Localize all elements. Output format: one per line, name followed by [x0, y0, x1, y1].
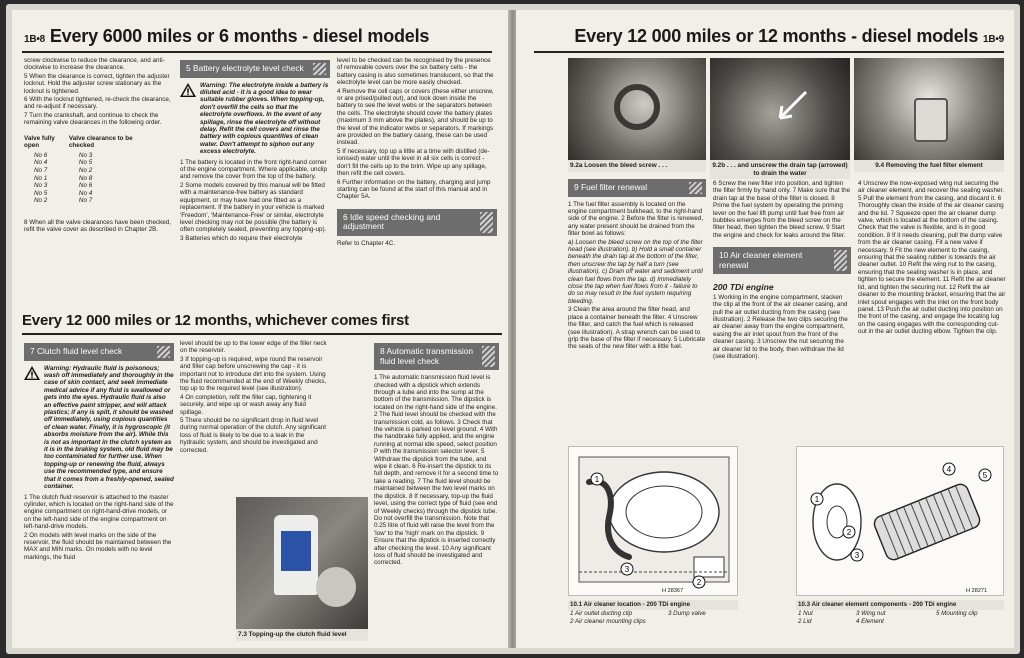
callout-2: 2: [846, 528, 852, 537]
tdi-subheading: 200 TDi engine: [713, 282, 774, 293]
table-row: No 4 No 5: [34, 159, 93, 167]
battery-step-4: 4 Remove the cell caps or covers (these either unscrew, or are prised/pulled out), and look down inside the battery to see the level webs or the separators between the cells. The electrolyte should cover the battery plates (maximum 3 mm above the plates), and should be up to the level of the indicator webs or separators. If markings are provided on the battery casing, these can be used instead.: [337, 87, 494, 147]
fuel-filter-steps-6-9: 6 Screw the new filter into position, and tighten the filter firmly by hand only. 7 Make sure that the drain tap at the base of the filter is closed. 8 Prime the fuel system by operating the priming lever on the fuel lift pump until fuel free from air bubbles emerges from the bleed screw on the filter head, then tighten the bleed screw. 9 Start the engine and check for leaks around the filter.: [713, 180, 851, 239]
figure-10-3-legend-2: 2 Lid: [798, 618, 812, 625]
right-column-1: [568, 176, 706, 352]
valve-intro: screw clockwise to reduce the clearance, and anti-clockwise to increase the clearance.: [24, 57, 165, 72]
fuel-filter-steps: a) Loosen the bleed screw on the top of the filter head (see illustration). b) Hold a small container beneath the drain tap at the bottom of the filter, then unscrew the tap by half a turn (see illustration). c) Drain off water and sediment until clean fuel flows from the tap. d) Immediately close the tap when fuel flows from it - failure to do so may result in the fuel system requiring bleeding.: [568, 238, 703, 305]
arrow-icon: [770, 88, 810, 128]
photo-caption-9-4: 9.4 Removing the fuel filter element: [854, 160, 1004, 172]
left-page: [12, 10, 510, 648]
photo-caption-9-2b: 9.2b . . . and unscrew the drain tap (arrowed) to drain the water: [710, 160, 850, 179]
right-page-title: Every 12 000 miles or 12 months - diesel models: [574, 26, 979, 46]
photo-filter-element: [854, 58, 1004, 160]
table-header: Valve clearance to be checked: [68, 134, 133, 150]
section-9-heading: 9 Fuel filter renewal: [568, 179, 706, 197]
right-page-number: 1B•9: [982, 34, 1004, 45]
right-column-3: [858, 180, 1006, 337]
clutch-warning: [24, 365, 174, 491]
warning-triangle-icon: [180, 83, 196, 97]
fuel-filter-text: 1 The fuel filter assembly is located on the engine compartment bulkhead, to the right-hand side of the engine. 2 Before the filter is renewed, any water present should be drained from the filter bowl as follows:: [568, 200, 704, 238]
warning-triangle-icon: [24, 366, 40, 380]
clutch-step-1: 1 The clutch fluid reservoir is attached to the master cylinder, which is located on the right-hand side of the engine compartment on right-hand-drive models, or on the left-hand side of the engine compartment on left-hand-drive models.: [24, 493, 174, 531]
figure-10-1-legend-2: 2 Air cleaner mounting clips: [570, 618, 646, 625]
table-row: No 6 No 3: [34, 151, 93, 159]
figure-10-1-drawing: [568, 446, 738, 596]
clutch-continued: level should be up to the lower edge of the filler neck on the reservoir.: [180, 340, 327, 355]
figure-10-1-legend-1: 1 Air outlet ducting clip: [570, 610, 633, 617]
figure-10-1-legend-3: 3 Dump valve: [668, 610, 706, 617]
figure-ref-h28271: H 28271: [966, 588, 988, 594]
auto-trans-text: 1 The automatic transmission fluid level is checked with a dipstick which extends through a tube and into the sump at the bottom of the transmission. The dipstick is located on the right-hand side of the engine. 2 The fluid level should be checked with the transmission cold, as follows. 3 Check that the vehicle is parked on level ground. 4 With the handbrake fully applied, and the engine running at normal idle speed, select position P with the transmission selector lever. 5 Withdraw the dipstick from the tube, and wipe it clean. 6 Re-insert the dipstick to its full depth, and remove it for a second time to take a reading. 7 The fluid level should be maintained between the two level marks on the dipstick. 8 If necessary, top-up the fluid level, using the correct type of fluid (see end of Weekly checks) through the dipstick tube. Do not overfill the transmission. Note that 0.25 litre of fluid will raise the level from the 'low' to the 'high' mark on the dipstick. 9 Ensure that the dipstick is inserted correctly after checking the level. 10 Any significant loss of fluid should be investigated and corrected.: [374, 374, 499, 567]
table-row: No 3 No 6: [34, 182, 93, 190]
lower-column-2: [180, 340, 330, 455]
figure-10-3-title: 10.3 Air cleaner element components - 200 TDi engine: [796, 600, 1004, 610]
left-page-title: Every 6000 miles or 6 months - diesel models: [49, 26, 430, 46]
air-cleaner-steps: 4 Unscrew the now-exposed wing nut securing the air cleaner element, and recover the sealing washer. 5 Pull the element from the casing, and discard it. 6 Thoroughly clean the inside of the air cleaner casing and the lid. 7 Squeeze open the air cleaner dump valve, which is located at the bottom of the casing. Check that the valve is flexible, and is in good condition. 8 If it needs cleaning, pull the dump valve from the air cleaner casing. Fit a new valve if necessary. 9 Fit the new element to the casing, ensuring that the sealing rubber is towards the air cleaner outlet. 10 Refit the wing nut to the casing, ensuring that the sealing washer is in place, and tighten to secure the element. 11 Refit the air cleaner lid, and tighten the securing nut. 12 Refit the air cleaner to the mounting bracket, ensuring that the air inlet spout engages with the inlet on the front body panel. 13 Push the air outlet ducting into position on the front of the casing, and engage the locating lug on the casing engages with the corresponding cut-out in the air outlet ducting elbow. Tighten the clip.: [858, 180, 1006, 336]
right-header-rule: [534, 51, 1004, 53]
filter-element: [914, 98, 948, 142]
callout-3: 3: [624, 565, 630, 574]
callout-1: 1: [594, 475, 600, 484]
callout-5: 5: [982, 471, 988, 480]
figure-10-3-legend-5: 5 Mounting clip: [936, 610, 978, 617]
filter-head: [614, 84, 660, 130]
left-column-1: [24, 57, 174, 235]
book-spread: [6, 4, 1020, 654]
right-page-header: [574, 26, 1004, 47]
figure-10-3-legend-1: 1 Nut: [798, 610, 813, 617]
table-row: No 7 No 2: [34, 167, 93, 175]
valve-order-table: [24, 135, 154, 205]
table-row: No 1 No 8: [34, 174, 93, 182]
left-column-2: [180, 57, 330, 243]
fuel-filter-text-2: 3 Clean the area around the filter head, and place a container beneath the filter. 4 Unscrew the filter, and catch the fuel which is released (see illustration). A strap wrench can be used to grip the base of the filter if necessary. 5 Lubricate the seals of the new filter with a little fuel.: [568, 306, 706, 351]
figure-ref-h28367: H 28367: [662, 588, 684, 594]
section-10-heading: 10 Air cleaner element renewal: [713, 247, 851, 274]
right-column-2: [713, 180, 851, 362]
callout-2: 2: [696, 578, 702, 587]
callout-4: 4: [946, 465, 952, 474]
figure-10-1-title: 10.1 Air cleaner location - 200 TDi engine: [568, 600, 738, 610]
left-page-header: [24, 26, 429, 47]
table-header: Valve fully open: [24, 134, 55, 150]
figure-10-3-drawing: [796, 446, 1004, 596]
air-cleaner-components-illustration: [797, 447, 1003, 595]
battery-step-2: 2 Some models covered by this manual will be fitted with a maintenance-free battery as standard equipment, or may have had one fitted as a replacement. If the battery in your vehicle is marked 'Freedom', 'Maintenance-Free' or similar, electrolyte level checking may not be possible (the battery is often completely sealed, preventing any topping-up).: [180, 181, 327, 234]
battery-step-5: 5 If necessary, top up a little at a time with distilled (de-ionised) water until the level in all six cells is correct - don't fill the cells up to the brim. Wipe up any spillage, then refit the cell covers.: [337, 147, 490, 178]
clutch-step-3: 3 If topping-up is required, wipe round the reservoir and filler cap before unscrewing the cap - it is important not to introduce dirt into the system. Using the fluid recommended at the end of Weekly checks, top up to the required level (see illustration).: [180, 355, 327, 393]
clutch-step-2: 2 On models with level marks on the side of the reservoir, the fluid should be maintained between the MAX and MIN marks. On models with no level markings, the fluid: [24, 531, 172, 561]
lower-column-1: [24, 340, 174, 562]
valve-step-8: 8 When all the valve clearances have been checked, refit the valve cover as described in Chapter 2B.: [24, 219, 172, 234]
valve-step-7: 7 Turn the crankshaft, and continue to check the remaining valve clearances in the following order.: [24, 111, 162, 127]
photo-clutch-topping-up: [236, 497, 368, 629]
battery-step-1: 1 The battery is located in the front right-hand corner of the engine compartment. Where applicable, unclip and remove the cover from the top of the battery.: [180, 158, 328, 181]
valve-step-5: 5 When the clearance is correct, tighten the adjuster locknut. Hold the adjuster screw stationary as the locknut is tightened.: [24, 72, 170, 95]
photo-bleed-screw: [568, 58, 706, 160]
lower-column-3: [374, 340, 499, 568]
section-7-heading: 7 Clutch fluid level check: [24, 343, 174, 361]
air-cleaner-location-illustration: [569, 447, 737, 595]
clutch-warning-text: Warning: Hydraulic fluid is poisonous; wash off immediately and thoroughly in the case of skin contact, and seek immediate medical advice if any fluid is swallowed or gets into the eyes. Hydraulic fluid is also an effective paint stripper, and will attack plastics; if any is spilt, it should be washed off immediately, using copious quantities of clean water. Finally, it is hygroscopic (it absorbs moisture from the air). While this is not as important in the clutch system as it is in the braking system, old fluid may be too contaminated for further use. When topping-up or renewing the fluid, always use the recommended type, and ensure that it comes from a freshly-opened, sealed container.: [44, 364, 174, 491]
battery-step-6: 6 Further information on the battery, charging and jump starting can be found at the start of this manual and in Chapter 5A.: [337, 178, 491, 201]
battery-step-3: 3 Batteries which do require their electrolyte: [180, 234, 303, 242]
section-5-heading: 5 Battery electrolyte level check: [180, 60, 330, 78]
bottle-label: [281, 531, 311, 571]
section-8-heading: 8 Automatic transmission fluid level check: [374, 343, 499, 370]
table-row: No 2 No 7: [34, 197, 93, 205]
left-page-number: 1B•8: [24, 34, 46, 45]
photo-caption-7-3: 7.3 Topping-up the clutch fluid level: [236, 629, 368, 641]
section-6-heading: 6 Idle speed checking and adjustment: [337, 209, 497, 236]
section-banner-heading: Every 12 000 miles or 12 months, whichever comes first: [22, 312, 409, 329]
battery-warning-text: Warning: The electrolyte inside a battery is diluted acid - it is a good idea to wear suitable rubber gloves. When topping-up, don't overfill the cells so that the electrolyte overflows. In the event of any spillage, rinse the electrolyte off without delay. Refit the cell covers and rinse the battery with copious quantities of clean water. Don't attempt to siphon out any excess electrolyte.: [200, 81, 329, 156]
table-row: No 5 No 4: [34, 189, 93, 197]
reservoir: [316, 567, 356, 607]
idle-speed-ref: Refer to Chapter 4C.: [337, 239, 396, 247]
valve-step-6: 6 With the locknut tightened, re-check the clearance, and re-adjust if necessary.: [24, 96, 171, 111]
left-header-rule: [22, 51, 492, 53]
callout-1: 1: [814, 495, 820, 504]
figure-10-3-legend-3: 3 Wing nut: [856, 610, 886, 617]
clutch-step-4: 4 On completion, refit the filler cap, tightening it securely, and wipe up or wash away any fluid spillage.: [180, 393, 312, 416]
battery-continued: level to be checked can be recognised by the presence of removable covers over the six battery cells - the battery casing is also sometimes translucent, so that the electrolyte level can be more easily checked.: [337, 57, 494, 87]
figure-10-3-legend-4: 4 Element: [856, 618, 884, 625]
photo-drain-tap: [710, 58, 850, 160]
photo-caption-9-2a: 9.2a Loosen the bleed screw . . .: [568, 160, 706, 172]
right-page: [516, 10, 1014, 648]
tdi-text: 1 Working in the engine compartment, slacken the clip at the front of the air cleaner casing, and pull the air outlet ducting from the casing (see illustration). 2 Release the two clips securing the air cleaner away from the engine compartment, easing the air inlet spout from the front of the cleaner casing. 3 Unscrew the nut securing the air cleaner lid to the body, then withdraw the lid (see illustration).: [713, 293, 848, 361]
clutch-step-5: 5 There should be no significant drop in fluid level during normal operation of the clutch. Any significant loss of fluid is likely to be due to a leak in the hydraulic system, and should be investigated and corrected.: [180, 417, 326, 454]
callout-3: 3: [854, 551, 860, 560]
left-column-3: [337, 57, 497, 248]
battery-warning: [180, 82, 330, 156]
section-banner-rule: [22, 333, 502, 335]
